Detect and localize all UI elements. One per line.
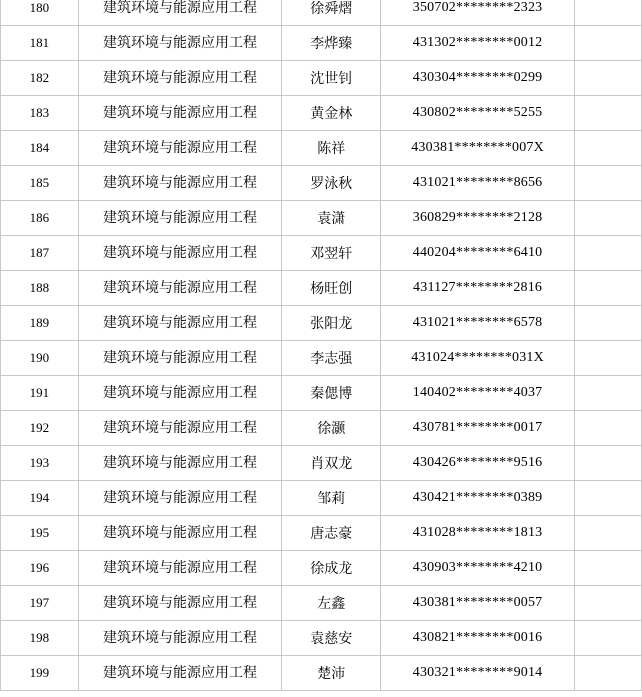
student-name-cell: 陈祥 <box>282 131 381 166</box>
student-name-cell: 邓翌轩 <box>282 236 381 271</box>
empty-cell <box>574 341 641 376</box>
student-name-cell: 秦偲博 <box>282 376 381 411</box>
row-number-cell: 199 <box>1 656 79 691</box>
major-cell: 建筑环境与能源应用工程 <box>78 96 282 131</box>
student-name-cell: 唐志豪 <box>282 516 381 551</box>
id-number-cell: 430426********9516 <box>381 446 575 481</box>
student-name-cell: 袁慈安 <box>282 621 381 656</box>
id-number-cell: 431028********1813 <box>381 516 575 551</box>
student-name-cell: 杨旺创 <box>282 271 381 306</box>
row-number-cell: 192 <box>1 411 79 446</box>
row-number-cell: 186 <box>1 201 79 236</box>
row-number-cell: 193 <box>1 446 79 481</box>
table-row <box>1 656 642 691</box>
row-number-cell: 188 <box>1 271 79 306</box>
table-row <box>1 586 642 621</box>
table-row <box>1 96 642 131</box>
table-row <box>1 516 642 551</box>
id-number-cell: 430304********0299 <box>381 61 575 96</box>
student-name-cell: 左鑫 <box>282 586 381 621</box>
major-cell: 建筑环境与能源应用工程 <box>78 481 282 516</box>
empty-cell <box>574 446 641 481</box>
major-cell: 建筑环境与能源应用工程 <box>78 131 282 166</box>
major-cell: 建筑环境与能源应用工程 <box>78 201 282 236</box>
id-number-cell: 140402********4037 <box>381 376 575 411</box>
id-number-cell: 430321********9014 <box>381 656 575 691</box>
row-number-cell: 189 <box>1 306 79 341</box>
row-number-cell: 194 <box>1 481 79 516</box>
empty-cell <box>574 621 641 656</box>
id-number-cell: 430421********0389 <box>381 481 575 516</box>
id-number-cell: 360829********2128 <box>381 201 575 236</box>
major-cell: 建筑环境与能源应用工程 <box>78 621 282 656</box>
row-number-cell: 181 <box>1 26 79 61</box>
student-name-cell: 沈世钊 <box>282 61 381 96</box>
row-number-cell: 197 <box>1 586 79 621</box>
id-number-cell: 440204********6410 <box>381 236 575 271</box>
major-cell: 建筑环境与能源应用工程 <box>78 586 282 621</box>
empty-cell <box>574 586 641 621</box>
row-number-cell: 185 <box>1 166 79 201</box>
id-number-cell: 430381********0057 <box>381 586 575 621</box>
table-row <box>1 376 642 411</box>
major-cell: 建筑环境与能源应用工程 <box>78 306 282 341</box>
empty-cell <box>574 131 641 166</box>
empty-cell <box>574 306 641 341</box>
table-row <box>1 411 642 446</box>
major-cell: 建筑环境与能源应用工程 <box>78 656 282 691</box>
major-cell: 建筑环境与能源应用工程 <box>78 551 282 586</box>
row-number-cell: 182 <box>1 61 79 96</box>
major-cell: 建筑环境与能源应用工程 <box>78 61 282 96</box>
id-number-cell: 430802********5255 <box>381 96 575 131</box>
empty-cell <box>574 551 641 586</box>
empty-cell <box>574 201 641 236</box>
major-cell: 建筑环境与能源应用工程 <box>78 341 282 376</box>
id-number-cell: 350702********2323 <box>381 0 575 26</box>
major-cell: 建筑环境与能源应用工程 <box>78 0 282 26</box>
id-number-cell: 430781********0017 <box>381 411 575 446</box>
row-number-cell: 196 <box>1 551 79 586</box>
empty-cell <box>574 96 641 131</box>
table-row <box>1 341 642 376</box>
table-row <box>1 131 642 166</box>
student-name-cell: 徐成龙 <box>282 551 381 586</box>
student-name-cell: 张阳龙 <box>282 306 381 341</box>
table-row <box>1 271 642 306</box>
empty-cell <box>574 0 641 26</box>
major-cell: 建筑环境与能源应用工程 <box>78 26 282 61</box>
student-name-cell: 李烨臻 <box>282 26 381 61</box>
row-number-cell: 184 <box>1 131 79 166</box>
row-number-cell: 195 <box>1 516 79 551</box>
student-name-cell: 徐舜熠 <box>282 0 381 26</box>
table-row <box>1 551 642 586</box>
major-cell: 建筑环境与能源应用工程 <box>78 516 282 551</box>
table-row <box>1 201 642 236</box>
id-number-cell: 430381********007X <box>381 131 575 166</box>
empty-cell <box>574 376 641 411</box>
table-row <box>1 26 642 61</box>
student-name-cell: 罗泳秋 <box>282 166 381 201</box>
student-name-cell: 肖双龙 <box>282 446 381 481</box>
table-row <box>1 166 642 201</box>
table-body <box>1 0 642 691</box>
row-number-cell: 180 <box>1 0 79 26</box>
row-number-cell: 183 <box>1 96 79 131</box>
student-name-cell: 袁潇 <box>282 201 381 236</box>
major-cell: 建筑环境与能源应用工程 <box>78 271 282 306</box>
row-number-cell: 191 <box>1 376 79 411</box>
table-row <box>1 621 642 656</box>
major-cell: 建筑环境与能源应用工程 <box>78 236 282 271</box>
table-row <box>1 61 642 96</box>
major-cell: 建筑环境与能源应用工程 <box>78 376 282 411</box>
major-cell: 建筑环境与能源应用工程 <box>78 446 282 481</box>
empty-cell <box>574 236 641 271</box>
table-row <box>1 306 642 341</box>
id-number-cell: 430903********4210 <box>381 551 575 586</box>
table-row <box>1 0 642 26</box>
empty-cell <box>574 656 641 691</box>
empty-cell <box>574 411 641 446</box>
id-number-cell: 431024********031X <box>381 341 575 376</box>
row-number-cell: 187 <box>1 236 79 271</box>
row-number-cell: 190 <box>1 341 79 376</box>
table-row <box>1 481 642 516</box>
table-row <box>1 446 642 481</box>
student-name-cell: 邹莉 <box>282 481 381 516</box>
empty-cell <box>574 271 641 306</box>
major-cell: 建筑环境与能源应用工程 <box>78 166 282 201</box>
id-number-cell: 431021********6578 <box>381 306 575 341</box>
empty-cell <box>574 481 641 516</box>
id-number-cell: 431021********8656 <box>381 166 575 201</box>
student-name-cell: 楚沛 <box>282 656 381 691</box>
id-number-cell: 431127********2816 <box>381 271 575 306</box>
table-row <box>1 236 642 271</box>
empty-cell <box>574 61 641 96</box>
empty-cell <box>574 26 641 61</box>
student-name-cell: 李志强 <box>282 341 381 376</box>
major-cell: 建筑环境与能源应用工程 <box>78 411 282 446</box>
row-number-cell: 198 <box>1 621 79 656</box>
empty-cell <box>574 516 641 551</box>
id-number-cell: 431302********0012 <box>381 26 575 61</box>
student-name-cell: 徐灏 <box>282 411 381 446</box>
id-number-cell: 430821********0016 <box>381 621 575 656</box>
student-name-cell: 黄金林 <box>282 96 381 131</box>
empty-cell <box>574 166 641 201</box>
